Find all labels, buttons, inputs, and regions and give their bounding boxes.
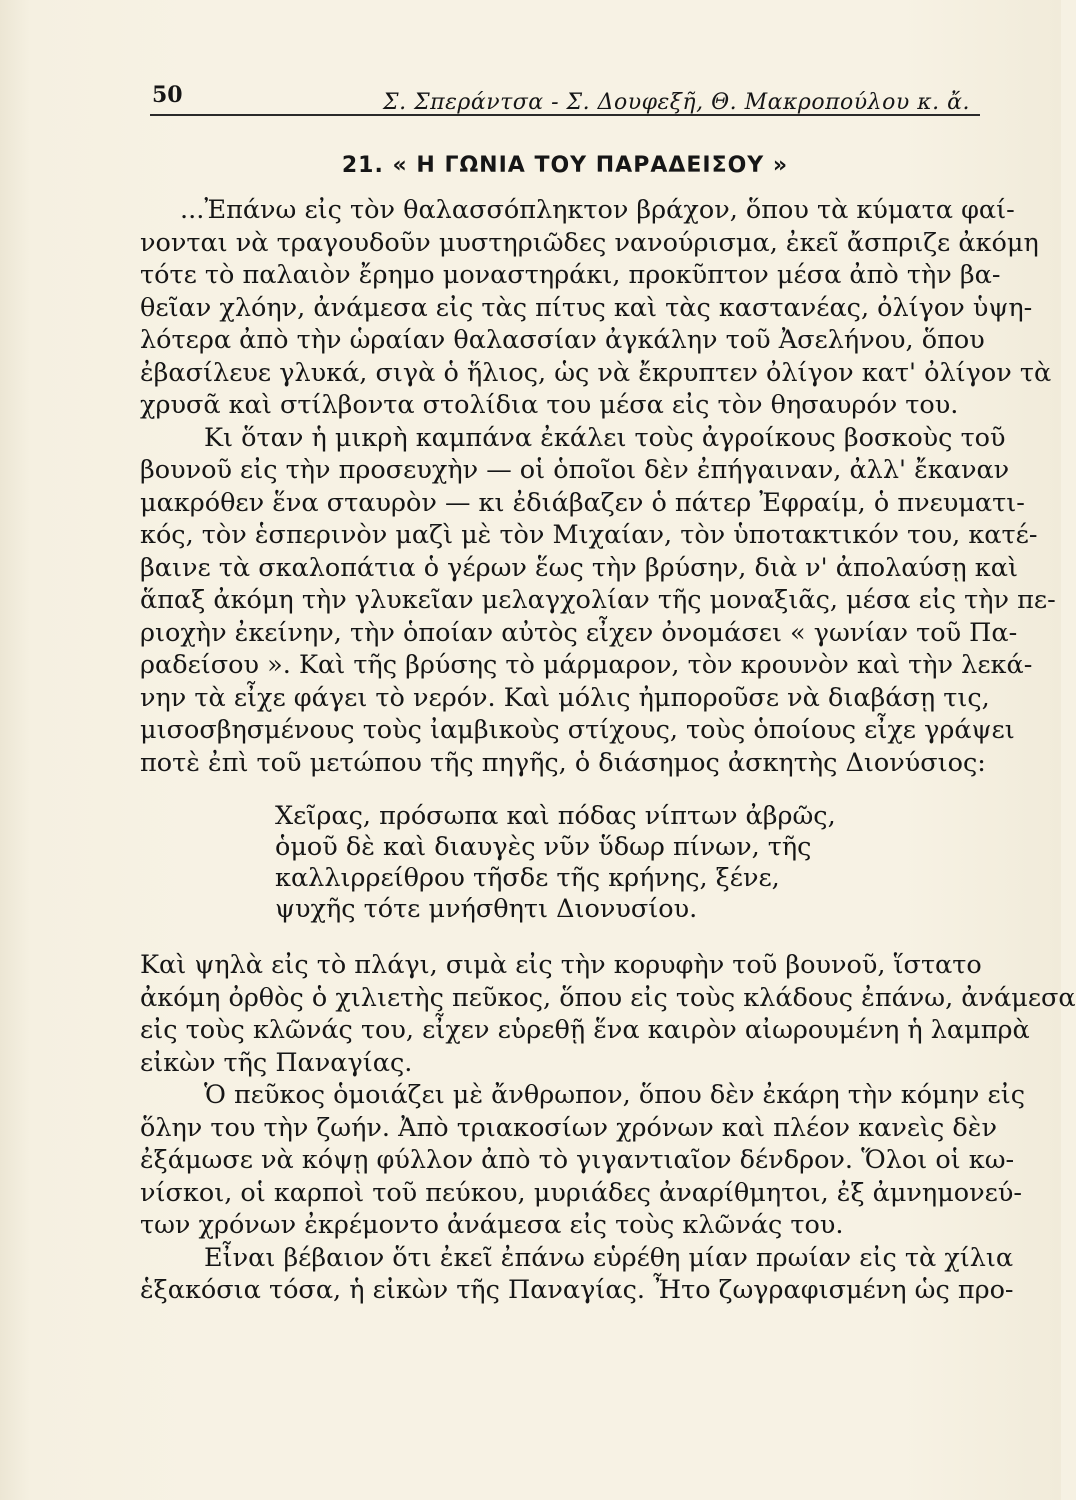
- text-line: ...Ἐπάνω εἰς τὸν θαλασσόπληκτον βράχον, ὅπου τὰ κύματα φαί-: [180, 195, 1015, 225]
- text-line: μισοσβησμένους τοὺς ἰαμβικοὺς στίχους, τοὺς ὁποίους εἶχε γράψει: [140, 715, 1015, 745]
- text-line: ἐξάμωσε νὰ κόψῃ φύλλον ἀπὸ τὸ γιγαντιαῖον δένδρον. Ὅλοι οἱ κω-: [140, 1145, 1015, 1175]
- paragraph: [140, 1242, 1014, 1307]
- paragraph: [140, 949, 1076, 1079]
- text-line: ἑξακόσια τόσα, ἡ εἰκὼν τῆς Παναγίας. Ἦτο ζωγραφισμένη ὡς προ-: [140, 1275, 1014, 1305]
- text-line: βαινε τὰ σκαλοπάτια ὁ γέρων ἕως τὴν βρύσην, διὰ ν' ἀπολαύσῃ καὶ: [140, 552, 1018, 583]
- text-line: βουνοῦ εἰς τὴν προσευχὴν — οἱ ὁποῖοι δὲν ἐπήγαιναν, ἀλλ' ἔκαναν: [140, 455, 1010, 485]
- text-line: εἰς τοὺς κλῶνάς του, εἶχεν εὑρεθῇ ἕνα καιρὸν αἰωρουμένη ἡ λαμπρὰ: [140, 1015, 1030, 1045]
- poem-inscription: [275, 801, 980, 925]
- text-line: κός, τὸν ἑσπερινὸν μαζὶ μὲ τὸν Μιχαίαν, τὸν ὑποτακτικόν του, κατέ-: [140, 520, 1038, 550]
- text-line: Κι ὅταν ἡ μικρὴ καμπάνα ἐκάλει τοὺς ἀγροίκους βοσκοὺς τοῦ: [204, 422, 1006, 453]
- poem-line: ὁμοῦ δὲ καὶ διαυγὲς νῦν ὕδωρ πίνων, τῆς: [275, 832, 812, 862]
- text-line: Εἶναι βέβαιον ὅτι ἐκεῖ ἐπάνω εὑρέθη μίαν πρωίαν εἰς τὰ χίλια: [204, 1242, 1014, 1273]
- text-line: ἐβασίλευε γλυκά, σιγὰ ὁ ἥλιος, ὡς νὰ ἔκρυπτεν ὀλίγον κατ' ὀλίγον τὰ: [140, 357, 1052, 388]
- poem-line: ψυχῆς τότε μνήσθητι Διονυσίου.: [275, 894, 698, 924]
- poem-line: καλλιρρείθρου τῆσδε τῆς κρήνης, ξένε,: [275, 863, 780, 893]
- header-authors: Σ. Σπεράντσα - Σ. Δουφεξῆ, Θ. Μακροπούλου κ. ἄ.: [383, 90, 970, 115]
- text-line: θεῖαν χλόην, ἀνάμεσα εἰς τὰς πίτυς καὶ τὰς καστανέας, ὀλίγον ὑψη-: [140, 292, 1033, 323]
- text-line: Ὁ πεῦκος ὁμοιάζει μὲ ἄνθρωπον, ὅπου δὲν ἐκάρη τὴν κόμην εἰς: [204, 1080, 1026, 1110]
- text-line: νην τὰ εἶχε φάγει τὸ νερόν. Καὶ μόλις ἠμποροῦσε νὰ διαβάσῃ τις,: [140, 682, 990, 713]
- page-number: 50: [152, 82, 183, 108]
- text-line: λότερα ἀπὸ τὴν ὡραίαν θαλασσίαν ἀγκάλην τοῦ Ἀσελήνου, ὅπου: [140, 325, 985, 355]
- paragraph: [140, 1079, 1026, 1242]
- text-line: των χρόνων ἐκρέμοντο ἀνάμεσα εἰς τοὺς κλῶνάς του.: [140, 1210, 844, 1240]
- text-line: εἰκὼν τῆς Παναγίας.: [140, 1047, 413, 1078]
- text-line: ποτὲ ἐπὶ τοῦ μετώπου τῆς πηγῆς, ὁ διάσημος ἀσκητὴς Διονύσιος:: [140, 747, 986, 778]
- paragraph: [140, 422, 1056, 780]
- chapter-title: 21. « Η ΓΩΝΙΑ ΤΟΥ ΠΑΡΑΔΕΙΣΟΥ »: [341, 153, 789, 178]
- body-text: [140, 194, 1076, 1307]
- text-line: τότε τὸ παλαιὸν ἔρημο μοναστηράκι, προκῦπτον μέσα ἀπὸ τὴν βα-: [140, 260, 1001, 290]
- text-line: νονται νὰ τραγουδοῦν μυστηριῶδες νανούρισμα, ἐκεῖ ἄσπριζε ἀκόμη: [140, 227, 1039, 258]
- text-line: ραδείσου ». Καὶ τῆς βρύσης τὸ μάρμαρον, τὸν κρουνὸν καὶ τὴν λεκά-: [140, 650, 1033, 680]
- text-line: μακρόθεν ἕνα σταυρὸν — κι ἐδιάβαζεν ὁ πάτερ Ἐφραίμ, ὁ πνευματι-: [140, 487, 1025, 518]
- paragraph: [140, 194, 1052, 422]
- text-line: ὅλην του τὴν ζωήν. Ἀπὸ τριακοσίων χρόνων καὶ πλέον κανεὶς δὲν: [140, 1112, 997, 1143]
- text-line: ἅπαξ ἀκόμη τὴν γλυκεῖαν μελαγχολίαν τῆς μοναξιᾶς, μέσα εἰς τὴν πε-: [140, 585, 1056, 615]
- text-line: ἀκόμη ὀρθὸς ὁ χιλιετὴς πεῦκος, ὅπου εἰς τοὺς κλάδους ἐπάνω, ἀνάμεσα: [140, 982, 1076, 1013]
- running-header: [150, 74, 980, 116]
- text-line: νίσκοι, οἱ καρποὶ τοῦ πεύκου, μυριάδες ἀναρίθμητοι, ἐξ ἀμνημονεύ-: [140, 1177, 1022, 1208]
- text-line: ριοχὴν ἐκείνην, τὴν ὁποίαν αὐτὸς εἶχεν ὀνομάσει « γωνίαν τοῦ Πα-: [140, 617, 1018, 648]
- text-line: Καὶ ψηλὰ εἰς τὸ πλάγι, σιμὰ εἰς τὴν κορυφὴν τοῦ βουνοῦ, ἵστατο: [140, 950, 982, 980]
- text-line: χρυσᾶ καὶ στίλβοντα στολίδια του μέσα εἰς τὸν θησαυρόν του.: [140, 390, 959, 420]
- poem-line: Χεῖρας, πρόσωπα καὶ πόδας νίπτων ἀβρῶς,: [275, 801, 836, 831]
